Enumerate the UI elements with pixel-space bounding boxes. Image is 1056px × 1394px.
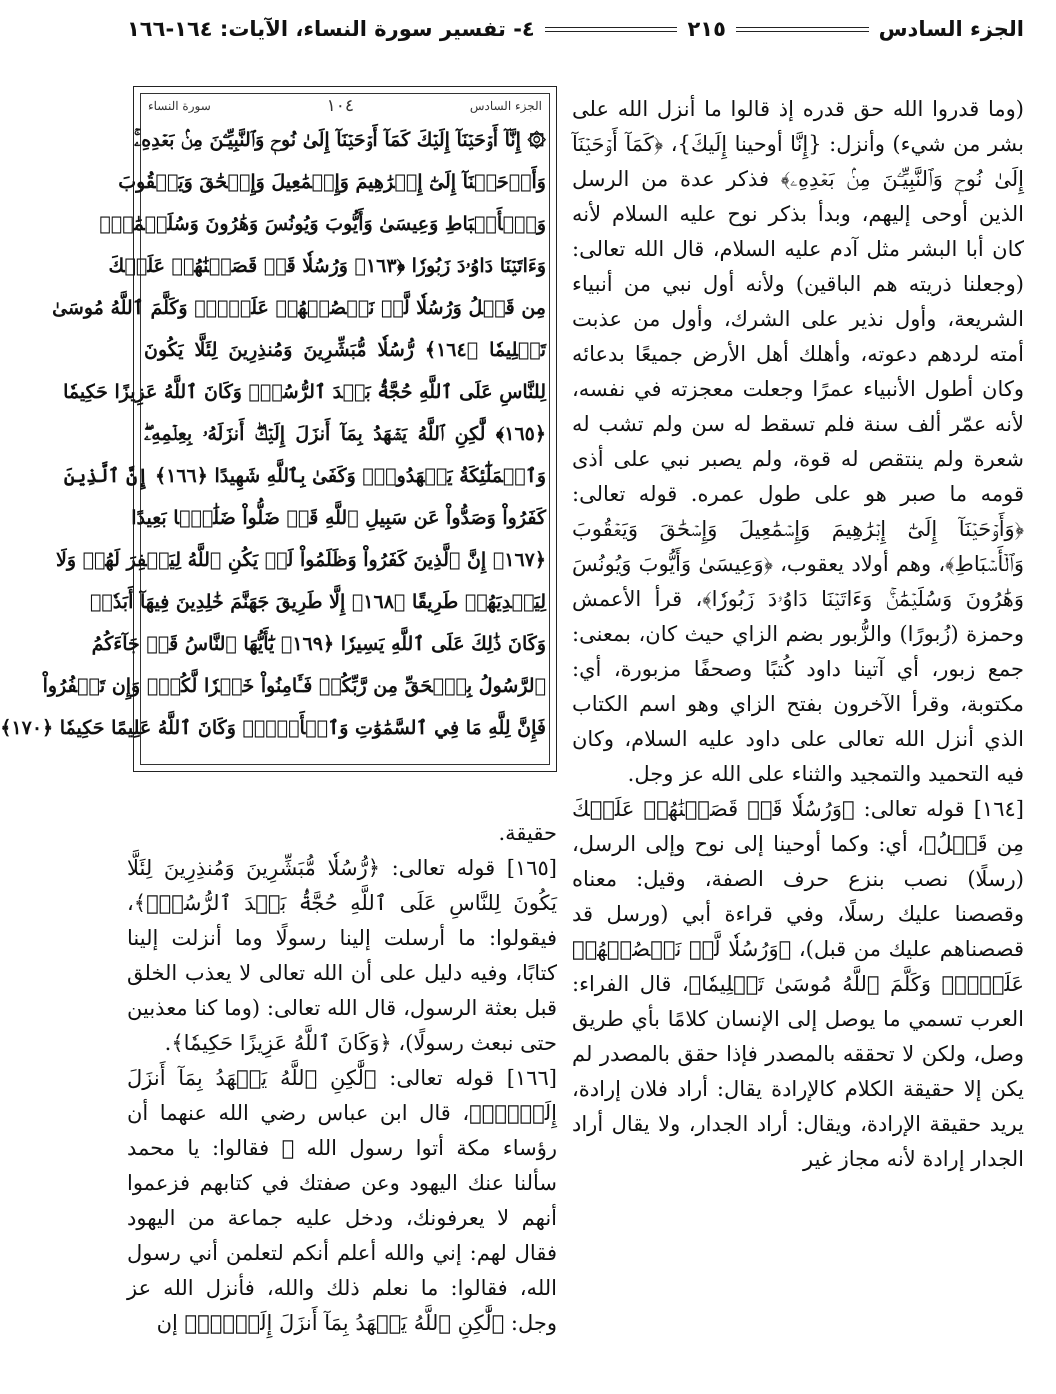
mushaf-line: مِن قَبۡلُ وَرُسُلٗا لَّمۡ نَقۡصُصۡهُمۡ عَلَيۡكَۚ وَكَلَّمَ ٱللَّهُ مُوسَىٰ — [52, 297, 546, 319]
mushaf-header — [148, 93, 542, 119]
mushaf-line: فَإِنَّ لِلَّهِ مَا فِي ٱلسَّمَٰوَٰتِ وَٱلۡأَرۡضِۚ وَكَانَ ٱللَّهُ عَلِيمًا حَكِيمٗا ﴿١٧٠﴾ — [0, 717, 546, 739]
mushaf-page-number: ١٠٤ — [326, 96, 354, 116]
right-column-text — [572, 92, 1024, 1382]
mushaf-line: ٱلرَّسُولُ بِٱلۡحَقِّ مِن رَّبِّكُمۡ فَـَٔامِنُواْ خَيۡرٗا لَّكُمۡۚ وَإِن تَكۡفُرُواْ — [42, 675, 546, 697]
mushaf-juz-label: الجزء السادس — [469, 99, 542, 113]
paragraph: (وما قدروا الله حق قدره إذ قالوا ما أنزل الله على بشر من شيء) وأنزل: {إِنَّا أوحينا إِلَيكَ}، ﴿كَمَآ أَوۡحَيۡنَآ إِلَىٰ نُوحٖ وَٱلنَّبِيِّـۧنَ مِنۢ بَعۡدِهِۦ﴾ فذكر عدة من الرسل الذين أوحى إليهم، وبدأ بذكر نوح عليه السلام لأنه كان أبا البشر مثل آدم عليه السلام، قال الله تعالى: (وجعلنا ذريته هم الباقين) ولأنه أول نبي من أنبياء الشريعة، وأول نذير على الشرك، وأول من عذبت أمته لردهم دعوته، وأهلك أهل الأرض جميعًا بدعائه وكان أطول الأنبياء عمرًا وجعلت معجزته في نفسه، لأنه عمّر ألف سنة فلم تسقط له سن ولم تشب له شعرة ولم ينتقص له قوة، ولم يصبر نبي على أذى قومه ما صبر هو على طول عمره. قوله تعالى: ﴿وَأَوۡحَيۡنَآ إِلَىٰٓ إِبۡرَٰهِيمَ وَإِسۡمَٰعِيلَ وَإِسۡحَٰقَ وَيَعۡقُوبَ وَٱلۡأَسۡبَاطِ﴾، وهم أولاد يعقوب، ﴿وَعِيسَىٰ وَأَيُّوبَ وَيُونُسَ وَهَٰرُونَ وَسُلَيۡمَٰنَۚ وَءَاتَيۡنَا دَاوُۥدَ زَبُورٗا﴾، قرأ الأعمش وحمزة (زُبورًا) والزُّبور بضم الزاي حيث كان، بمعنى: جمع زبور، أي آتينا داود كُتبًا وصحفًا مزبورة، أي: مكتوبة، وقرأ الآخرون بفتح الزاي وهو اسم الكتاب الذي أنزل الله تعالى على داود عليه السلام، وكان فيه التحميد والتمجيد والثناء على الله عز وجل. — [572, 97, 1024, 786]
page-number: ٢١٥ — [687, 17, 726, 41]
volume-label: الجزء السادس — [878, 17, 1024, 41]
left-column-text — [127, 816, 557, 1382]
header-rule-right — [736, 27, 869, 32]
mushaf-line: لِلنَّاسِ عَلَى ٱللَّهِ حُجَّةُۢ بَعۡدَ ٱلرُّسُلِۚ وَكَانَ ٱللَّهُ عَزِيزًا حَكِيمٗا — [63, 381, 546, 403]
mushaf-line: وَكَانَ ذَٰلِكَ عَلَى ٱللَّهِ يَسِيرٗا ﴿١٦٩﴾ يَٰٓأَيُّهَا ٱلنَّاسُ قَدۡ جَآءَكُمُ — [91, 633, 546, 655]
mushaf-line: ﴿١٦٧﴾ إِنَّ ٱلَّذِينَ كَفَرُواْ وَظَلَمُواْ لَمۡ يَكُنِ ٱللَّهُ لِيَغۡفِرَ لَهُمۡ وَلَا — [55, 549, 546, 571]
mushaf-line: ﴿١٦٥﴾ لَّٰكِنِ ٱللَّهُ يَشۡهَدُ بِمَآ أَنزَلَ إِلَيۡكَۖ أَنزَلَهُۥ بِعِلۡمِهِۦۖ — [144, 423, 546, 445]
mushaf-line: وَأَوۡحَيۡنَآ إِلَىٰٓ إِبۡرَٰهِيمَ وَإِسۡمَٰعِيلَ وَإِسۡحَٰقَ وَيَعۡقُوبَ — [118, 171, 546, 193]
section-title: ٤- تفسير سورة النساء، الآيات: ١٦٤-١٦٦ — [126, 17, 535, 41]
mushaf-line: تَكۡلِيمٗا ﴿١٦٤﴾ رُّسُلٗا مُّبَشِّرِينَ وَمُنذِرِينَ لِئَلَّا يَكُونَ — [144, 339, 546, 361]
mushaf-line: وَءَاتَيۡنَا دَاوُۥدَ زَبُورٗا ﴿١٦٣﴾ وَرُسُلٗا قَدۡ قَصَصۡنَٰهُمۡ عَلَيۡكَ — [108, 255, 546, 277]
mushaf-line: ۞ إِنَّآ أَوۡحَيۡنَآ إِلَيۡكَ كَمَآ أَوۡحَيۡنَآ إِلَىٰ نُوحٖ وَٱلنَّبِيِّـۧنَ مِنۢ بَعۡدِهِۦۚ — [134, 129, 546, 151]
mushaf-line: وَٱلۡأَسۡبَاطِ وَعِيسَىٰ وَأَيُّوبَ وَيُونُسَ وَهَٰرُونَ وَسُلَيۡمَٰنَۚ — [99, 213, 546, 235]
page-header — [127, 8, 1024, 50]
paragraph: [١٦٤] قوله تعالى: ﴿وَرُسُلٗا قَدۡ قَصَصۡنَٰهُمۡ عَلَيۡكَ مِن قَبۡلُ﴾، أي: وكما أوحينا إلى نوح وإلى الرسل، (رسلًا) نصب بنزع حرف الصفة، وقيل: معناه وقصصنا عليك رسلًا، وفي قراءة أبي (ورسل قد قصصناهم عليك من قبل)، ﴿وَرُسُلٗا لَّمۡ نَقۡصُصۡهُمۡ عَلَيۡكَۚ وَكَلَّمَ ٱللَّهُ مُوسَىٰ تَكۡلِيمٗا﴾، قال الفراء: العرب تسمي ما يوصل إلى الإنسان كلامًا بأي طريق وصل، ولكن لا تحققه بالمصدر فإذا حقق بالمصدر لم يكن إلا حقيقة الكلام كالإرادة يقال: أراد فلان إرادة، يريد حقيقة الإرادة، ويقال: أراد الجدار، ولا يقال أراد الجدار إرادة لأنه مجاز غير — [572, 797, 1024, 1171]
paragraph: [١٦٥] قوله تعالى: ﴿رُّسُلٗا مُّبَشِّرِينَ وَمُنذِرِينَ لِئَلَّا يَكُونَ لِلنَّاسِ عَلَى ٱللَّهِ حُجَّةُۢ بَعۡدَ ٱلرُّسُلِۚ﴾، فيقولوا: ما أرسلت إلينا رسولًا وما أنزلت إلينا كتابًا، وفيه دليل على أن الله تعالى لا يعذب الخلق قبل بعثة الرسول، قال الله تعالى: (وما كنا معذبين حتى نبعث رسولًا)، ﴿وَكَانَ ٱللَّهُ عَزِيزًا حَكِيمٗا﴾. — [127, 856, 557, 1055]
header-rule-left — [545, 27, 678, 32]
paragraph: حقيقة. — [498, 821, 557, 845]
mushaf-line: كَفَرُواْ وَصَدُّواْ عَن سَبِيلِ ٱللَّهِ قَدۡ ضَلُّواْ ضَلَٰلَۢا بَعِيدًا — [131, 507, 546, 529]
mushaf-page-frame — [0, 86, 557, 772]
mushaf-line: لِيَهۡدِيَهُمۡ طَرِيقًا ﴿١٦٨﴾ إِلَّا طَرِيقَ جَهَنَّمَ خَٰلِدِينَ فِيهَآ أَبَدٗاۚ — [90, 591, 546, 613]
paragraph: [١٦٦] قوله تعالى: ﴿لَّٰكِنِ ٱللَّهُ يَشۡهَدُ بِمَآ أَنزَلَ إِلَيۡكَۖ﴾، قال ابن عباس رضي الله عنهما أن رؤساء مكة أتوا رسول الله ﷺ فقالوا: يا محمد سألنا عنك اليهود وعن صفتك في كتابهم فزعموا أنهم لا يعرفونك، ودخل عليه جماعة من اليهود فقال لهم: إني والله أعلم أنكم لتعلمن أني رسول الله، فقالوا: ما نعلم ذلك والله، فأنزل الله عز وجل: ﴿لَّٰكِنِ ٱللَّهُ يَشۡهَدُ بِمَآ أَنزَلَ إِلَيۡكَۖ﴾ إن — [127, 1066, 557, 1335]
mushaf-line: وَٱلۡمَلَٰٓئِكَةُ يَشۡهَدُونَۚ وَكَفَىٰ بِٱللَّهِ شَهِيدًا ﴿١٦٦﴾ إِنَّ ٱلَّذِينَ — [63, 465, 546, 487]
mushaf-surah-label: سورة النساء — [148, 99, 211, 113]
